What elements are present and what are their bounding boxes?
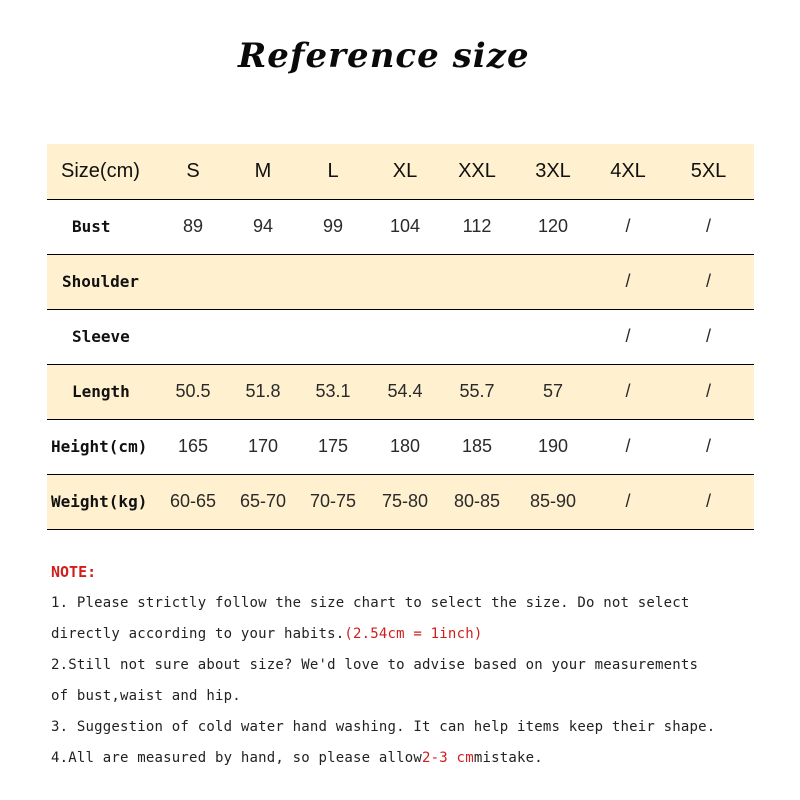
table-cell: /: [705, 491, 711, 511]
table-cell: [297, 309, 369, 364]
table-row-shoulder: [47, 254, 754, 309]
table-cell: [157, 254, 229, 309]
note-line-6-end: mistake.: [473, 750, 543, 766]
table-row-weight: [47, 474, 754, 529]
header-cell-4xl: 4XL: [610, 159, 646, 182]
table-cell: 185: [461, 436, 493, 456]
table-cell: 104: [389, 216, 421, 236]
table-cell: [513, 254, 593, 309]
header-cell-size: Size(cm): [61, 159, 140, 182]
table-cell: 170: [247, 436, 279, 456]
table-cell: 85-90: [529, 491, 577, 511]
table-cell: 80-85: [453, 491, 501, 511]
table-cell: 51.8: [245, 381, 281, 401]
table-cell: /: [625, 491, 631, 511]
table-cell: /: [625, 326, 631, 346]
table-cell: [369, 309, 441, 364]
table-header-row: [47, 144, 754, 199]
table-cell: [441, 309, 513, 364]
row-label-bust: Bust: [72, 217, 111, 236]
table-cell: [229, 309, 297, 364]
note-inch-conversion: (2.54cm = 1inch): [344, 626, 483, 642]
row-label-weight: Weight(kg): [51, 492, 148, 511]
table-cell: 180: [389, 436, 421, 456]
table-cell: /: [625, 216, 631, 236]
row-label-sleeve: Sleeve: [72, 327, 130, 346]
table-cell: 89: [182, 216, 204, 236]
table-row-sleeve: [47, 309, 754, 364]
table-cell: [297, 254, 369, 309]
row-label-shoulder: Shoulder: [62, 272, 140, 291]
table-row-bust: [47, 199, 754, 254]
table-cell: [157, 309, 229, 364]
note-line-6: [51, 748, 771, 779]
note-line-1: 1. Please strictly follow the size chart to select the size. Do not select: [51, 595, 690, 611]
table-cell: 120: [537, 216, 569, 236]
header-cell-xxl: XXL: [458, 159, 496, 182]
note-line-4: of bust,waist and hip.: [51, 688, 241, 704]
row-label-length: Length: [72, 382, 130, 401]
table-row-height: [47, 419, 754, 474]
table-cell: 55.7: [459, 381, 495, 401]
table-cell: /: [625, 436, 631, 456]
table-cell: 65-70: [239, 491, 287, 511]
note-line-3: 2.Still not sure about size? We'd love to advise based on your measurements: [51, 657, 699, 673]
note-line-5: 3. Suggestion of cold water hand washing. It can help items keep their shape.: [51, 719, 716, 735]
table-cell: /: [705, 436, 711, 456]
table-cell: 99: [322, 216, 344, 236]
header-cell-xl: XL: [392, 159, 418, 182]
header-cell-s: S: [186, 159, 200, 182]
table-cell: [513, 309, 593, 364]
table-cell: /: [625, 381, 631, 401]
size-chart-table: [47, 144, 754, 530]
table-row-length: [47, 364, 754, 419]
note-mistake-range: 2-3 cm: [422, 750, 474, 766]
page-title: Reference size: [238, 36, 530, 76]
table-cell: 70-75: [309, 491, 357, 511]
note-line-6-text: 4.All are measured by hand, so please allow: [51, 750, 423, 766]
note-heading: NOTE:: [51, 563, 97, 581]
header-cell-5xl: 5XL: [690, 159, 727, 182]
table-cell: [441, 254, 513, 309]
table-cell: [229, 254, 297, 309]
header-cell-m: M: [254, 159, 272, 182]
table-cell: /: [625, 271, 631, 291]
table-cell: /: [705, 326, 711, 346]
table-cell: [369, 254, 441, 309]
header-cell-l: L: [327, 159, 339, 182]
table-cell: 165: [177, 436, 209, 456]
table-cell: /: [705, 271, 711, 291]
table-cell: 175: [317, 436, 349, 456]
table-cell: 50.5: [175, 381, 211, 401]
table-cell: 57: [542, 381, 564, 401]
table-cell: 75-80: [381, 491, 429, 511]
note-line-2: [51, 624, 771, 655]
table-cell: 190: [537, 436, 569, 456]
note-line-2-text: directly according to your habits.: [51, 626, 345, 642]
table-cell: 60-65: [169, 491, 217, 511]
header-cell-3xl: 3XL: [535, 159, 571, 182]
table-cell: /: [705, 216, 711, 236]
row-label-height: Height(cm): [51, 437, 148, 456]
table-cell: /: [705, 381, 711, 401]
table-cell: 112: [462, 216, 492, 236]
table-cell: 54.4: [387, 381, 423, 401]
table-cell: 94: [252, 216, 274, 236]
notes-section: [51, 562, 771, 779]
table-cell: 53.1: [315, 381, 351, 401]
